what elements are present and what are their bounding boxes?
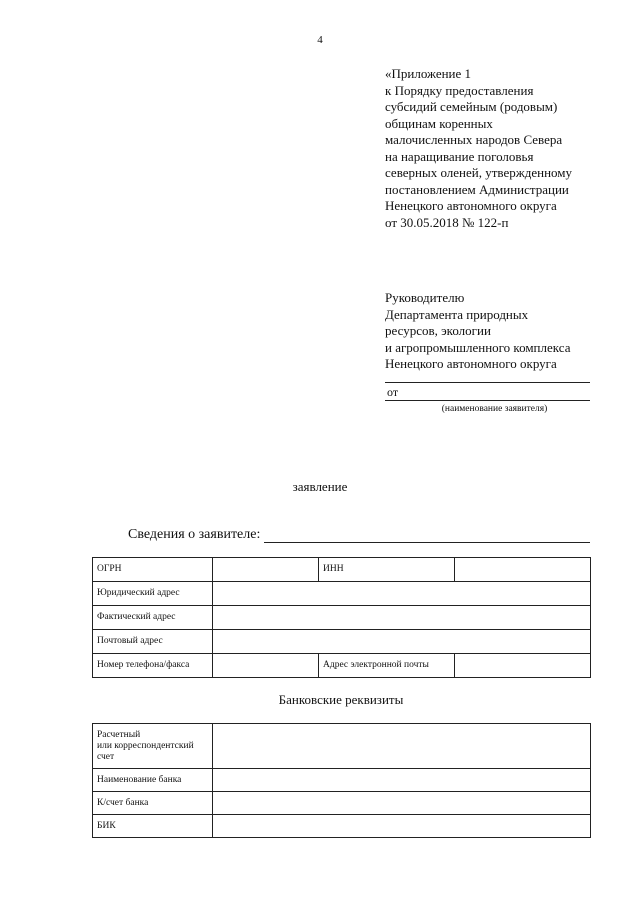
applicant-heading [128, 527, 590, 543]
appendix-line: малочисленных народов Севера [385, 132, 563, 147]
document-title: заявление [292, 479, 348, 494]
phone-fax-label: Номер телефона/факса [93, 654, 213, 678]
bank-name-label: Наименование банка [93, 769, 213, 792]
addressee-block [385, 290, 630, 373]
corr-account-field[interactable] [213, 792, 591, 815]
legal-address-field[interactable] [213, 582, 591, 606]
appendix-line: «Приложение 1 [385, 66, 472, 81]
inn-field[interactable] [455, 558, 591, 582]
appendix-line: к Порядку предоставления [385, 82, 534, 98]
inn-label: ИНН [319, 558, 455, 582]
addressee-line: и агропромышленного комплекса [385, 339, 571, 355]
addressee-line: ресурсов, экологии [385, 323, 491, 338]
bik-field[interactable] [213, 815, 591, 838]
account-label-line: Расчетный [97, 730, 141, 740]
table-row [93, 630, 591, 654]
bank-details-heading: Банковские реквизиты [278, 692, 404, 707]
postal-address-label: Почтовый адрес [93, 630, 213, 654]
appendix-line: от 30.05.2018 № 122-п [385, 214, 509, 230]
table-row [93, 724, 591, 769]
from-block [385, 368, 590, 414]
table-row [93, 582, 591, 606]
actual-address-field[interactable] [213, 606, 591, 630]
table-row [93, 815, 591, 838]
from-caption: (наименование заявителя) [441, 404, 548, 414]
appendix-line: общинам коренных [385, 115, 493, 131]
appendix-line: постановлением Администрации [385, 181, 569, 197]
table-row [93, 769, 591, 792]
addressee-line: Ненецкого автономного округа [385, 356, 557, 371]
postal-address-field[interactable] [213, 630, 591, 654]
appendix-line: на наращивание поголовья [385, 148, 534, 164]
corr-account-label: К/счет банка [93, 792, 213, 815]
table-row [93, 558, 591, 582]
account-label [93, 724, 213, 769]
account-label-line: или корреспондентский [97, 741, 194, 751]
ogrn-label: ОГРН [93, 558, 213, 582]
bank-details-table [92, 723, 591, 838]
table-row [93, 792, 591, 815]
from-blank-line[interactable] [385, 368, 590, 383]
appendix-line: Ненецкого автономного округа [385, 198, 557, 213]
account-label-line: счет [97, 752, 115, 762]
addressee-line: Руководителю [385, 290, 465, 305]
actual-address-label: Фактический адрес [93, 606, 213, 630]
email-field[interactable] [455, 654, 591, 678]
table-row [93, 654, 591, 678]
bank-name-field[interactable] [213, 769, 591, 792]
applicant-name-field[interactable] [264, 530, 590, 543]
ogrn-field[interactable] [213, 558, 319, 582]
phone-fax-field[interactable] [213, 654, 319, 678]
appendix-line: субсидий семейным (родовым) [385, 99, 558, 114]
appendix-reference [385, 66, 630, 231]
legal-address-label: Юридический адрес [93, 582, 213, 606]
appendix-line: северных оленей, утвержденному [385, 165, 573, 180]
account-field[interactable] [213, 724, 591, 769]
addressee-line: Департамента природных [385, 306, 529, 322]
applicant-heading-label: Сведения о заявителе: [128, 527, 261, 542]
bik-label: БИК [93, 815, 213, 838]
page-number: 4 [317, 34, 323, 46]
table-row [93, 606, 591, 630]
from-label: от [387, 385, 399, 399]
applicant-table [92, 557, 591, 678]
email-label: Адрес электронной почты [319, 654, 455, 678]
from-field[interactable] [385, 383, 590, 401]
